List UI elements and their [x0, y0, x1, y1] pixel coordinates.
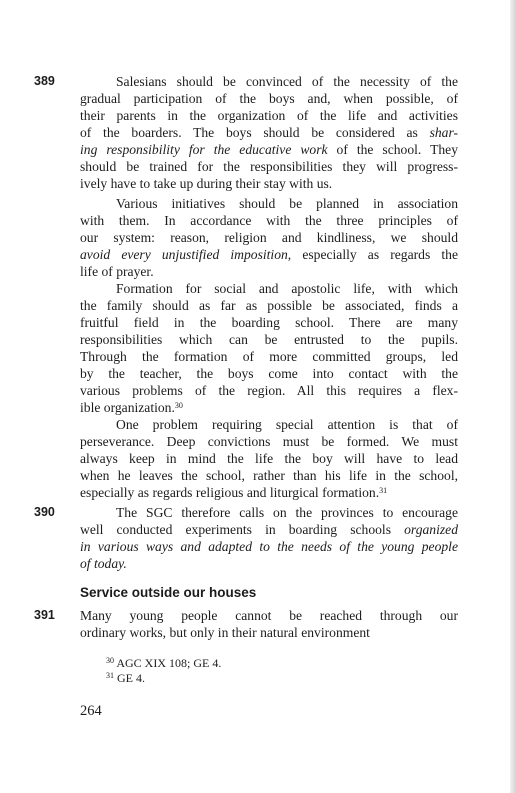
text-line [80, 175, 458, 192]
text-line [80, 107, 458, 124]
section-number: 389 [34, 74, 55, 88]
italic-text: avoid every unjustified imposition, [80, 247, 292, 262]
text-line [80, 484, 458, 501]
text-run: responsibilities which can be entrusted to the pupils. [80, 332, 458, 347]
page-number: 264 [80, 703, 102, 719]
footnote-ref: 30 [174, 401, 183, 410]
text-run: especially as regards religious and liturgical formation. [80, 485, 380, 500]
text-run: gradual participation of the boys and, when possible, of [80, 91, 458, 106]
text-run: Formation for social and apostolic life, with which [116, 281, 458, 296]
text-line [80, 314, 458, 331]
text-line [80, 416, 458, 433]
text-line [80, 607, 458, 624]
section-number: 390 [34, 505, 55, 519]
italic-text: of today. [80, 556, 127, 571]
text-run: ively have to take up during their stay with us. [80, 176, 333, 191]
text-run: well conducted experiments in boarding schools [80, 522, 405, 537]
text-line [80, 331, 458, 348]
text-line [80, 348, 458, 365]
text-run: One problem requiring special attention is that of [116, 417, 458, 432]
text-run: when he leaves the school, rather than his life in the school, [80, 468, 458, 483]
italic-text: shar- [429, 125, 458, 140]
text-run: our system: reason, religion and kindliness, we should [80, 230, 458, 245]
italic-text: in various ways and adapted to the needs of the young people [80, 539, 458, 554]
footnote [106, 671, 145, 685]
text-run: ible organization. [80, 400, 175, 415]
text-line [80, 212, 458, 229]
footnote [106, 656, 221, 670]
text-line [80, 195, 458, 212]
text-line [80, 73, 458, 90]
italic-text: ing responsibility for the educative work [80, 142, 328, 157]
text-run: of the school. They [327, 142, 458, 157]
section-number: 391 [34, 608, 55, 622]
text-line [80, 263, 458, 280]
text-run: with them. In accordance with the three principles of [80, 213, 458, 228]
text-run: various problems of the region. All this requires a flex- [80, 383, 458, 398]
footnote-mark: 31 [106, 671, 114, 680]
text-run: especially as regards the [291, 247, 458, 262]
text-line [80, 521, 458, 538]
text-run: Various initiatives should be planned in association [116, 196, 458, 211]
footnote-mark: 30 [106, 656, 114, 665]
text-line [80, 229, 458, 246]
text-line [80, 624, 458, 641]
text-run: Many young people cannot be reached through our [80, 608, 458, 623]
text-line [80, 90, 458, 107]
text-line [80, 158, 458, 175]
text-line [80, 433, 458, 450]
italic-text: organized [404, 522, 458, 537]
section-heading: Service outside our houses [80, 585, 257, 600]
text-run: their parents in the organization of the life and activities [80, 108, 458, 123]
footnote-ref: 31 [379, 486, 388, 495]
text-run: always keep in mind the life the boy will have to lead [80, 451, 458, 466]
text-run: life of prayer. [80, 264, 154, 279]
text-line [80, 280, 458, 297]
text-line [80, 382, 458, 399]
text-line [80, 450, 458, 467]
text-line [80, 124, 458, 141]
text-run: of the boarders. The boys should be considered as [80, 125, 430, 140]
text-line [80, 297, 458, 314]
text-line [80, 467, 458, 484]
text-run: Through the formation of more committed groups, led [80, 349, 458, 364]
text-run: Salesians should be convinced of the necessity of the [116, 74, 458, 89]
text-line [80, 538, 458, 555]
text-line [80, 555, 458, 572]
text-run: should be trained for the responsibilities they will progress- [80, 159, 458, 174]
text-run: perseverance. Deep convictions must be formed. We must [80, 434, 458, 449]
text-run: the family should as far as possible be associated, finds a [80, 298, 458, 313]
footnote-text: AGC XIX 108; GE 4. [114, 656, 222, 670]
text-line [80, 141, 458, 158]
text-line [80, 365, 458, 382]
text-run: The SGC therefore calls on the provinces to encourage [116, 505, 458, 520]
text-run: by the teacher, the boys come into contact with the [80, 366, 458, 381]
text-line [80, 504, 458, 521]
text-run: ordinary works, but only in their natural environment [80, 625, 370, 640]
text-line [80, 246, 458, 263]
page-edge-shadow [510, 0, 515, 793]
text-run: fruitful field in the boarding school. There are many [80, 315, 458, 330]
text-line [80, 399, 458, 416]
footnote-text: GE 4. [114, 671, 145, 685]
